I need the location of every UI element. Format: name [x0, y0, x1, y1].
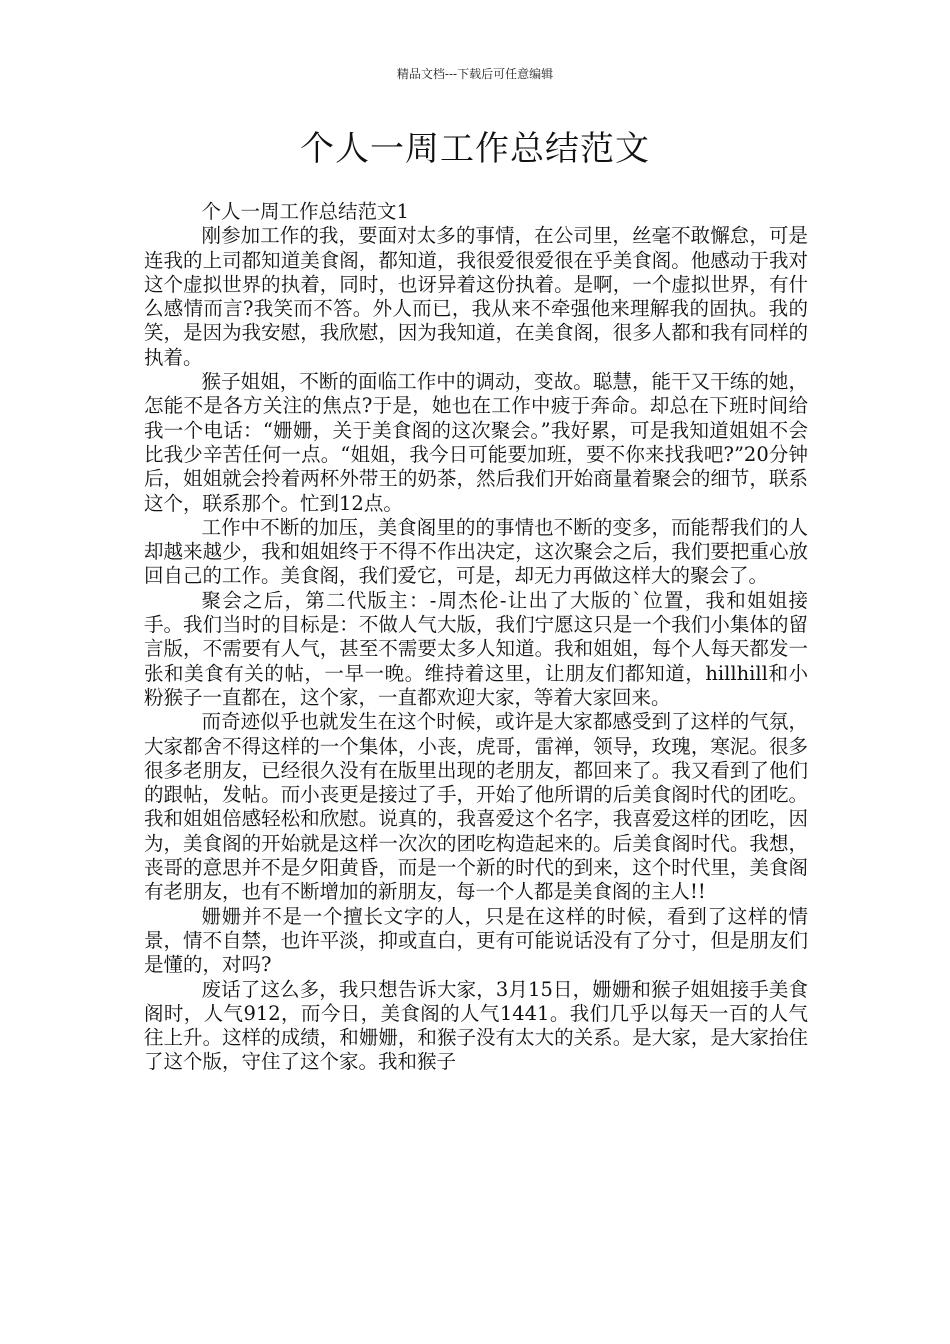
paragraph: 废话了这么多，我只想告诉大家，3月15日，姗姗和猴子姐姐接手美食阁时，人气912，而今日，美食阁的人气1441。我们几乎以每天一百的人气往上升。这样的成绩，和姗姗，和猴子没有太大的关系。是大家，是大家抬住了这个版，守住了这个家。我和猴子: [144, 977, 808, 1074]
document-subtitle: 个人一周工作总结范文1: [201, 200, 409, 223]
paragraph: 刚参加工作的我，要面对太多的事情，在公司里，丝毫不敢懈怠，可是连我的上司都知道美食阁，都知道，我很爱很爱很在乎美食阁。他感动于我对这个虚拟世界的执着，同时，也讶异着这份执着。是啊，一个虚拟世界，有什么感情而言?我笑而不答。外人而已，我从来不牵强他来理解我的固执。我的笑，是因为我安慰，我欣慰，因为我知道，在美食阁，很多人都和我有同样的执着。: [144, 224, 808, 369]
page-header: 精品文档---下载后可任意编辑: [396, 67, 554, 81]
document-body: [144, 200, 808, 1075]
paragraph: 而奇迹似乎也就发生在这个时候，或许是大家都感受到了这样的气氛，大家都舍不得这样的一个集体，小丧，虎哥，雷禅，领导，玫瑰，寒泥。很多很多老朋友，已经很久没有在版里出现的老朋友，都回来了。我又看到了他们的跟帖，发帖。而小丧更是接过了手，开始了他所谓的后美食阁时代的团吃。我和姐姐倍感轻松和欣慰。说真的，我喜爱这个名字，我喜爱这样的团吃，因为，美食阁的开始就是这样一次次的团吃构造起来的。后美食阁时代。我想，丧哥的意思并不是夕阳黄昏，而是一个新的时代的到来，这个时代里，美食阁有老朋友，也有不断增加的新朋友，每一个人都是美食阁的主人!!: [144, 710, 808, 904]
paragraph: 工作中不断的加压，美食阁里的的事情也不断的变多，而能帮我们的人却越来越少，我和姐姐终于不得不作出决定，这次聚会之后，我们要把重心放回自己的工作。美食阁，我们爱它，可是，却无力再做这样大的聚会了。: [144, 515, 808, 588]
paragraph: 猴子姐姐，不断的面临工作中的调动，变故。聪慧，能干又干练的她，怎能不是各方关注的焦点?于是，她也在工作中疲于奔命。却总在下班时间给我一个电话：“姗姗，关于美食阁的这次聚会。”我好累，可是我知道姐姐不会比我少辛苦任何一点。“姐姐，我今日可能要加班，要不你来找我吧?”20分钟后，姐姐就会拎着两杯外带王的奶茶，然后我们开始商量着聚会的细节，联系这个，联系那个。忙到12点。: [144, 370, 808, 515]
paragraph: 聚会之后，第二代版主：-周杰伦-让出了大版的`位置，我和姐姐接手。我们当时的目标是：不做人气大版，我们宁愿这只是一个我们小集体的留言版，不需要有人气，甚至不需要太多人知道。我和姐姐，每个人每天都发一张和美食有关的帖，一早一晚。维持着这里，让朋友们都知道，hillhill和小粉猴子一直都在，这个家，一直都欢迎大家，等着大家回来。: [144, 588, 808, 709]
document-title: 个人一周工作总结范文: [300, 129, 650, 169]
paragraph: 姗姗并不是一个擅长文字的人，只是在这样的时候，看到了这样的情景，情不自禁，也许平淡，抑或直白，更有可能说话没有了分寸，但是朋友们是懂的，对吗?: [144, 904, 808, 977]
